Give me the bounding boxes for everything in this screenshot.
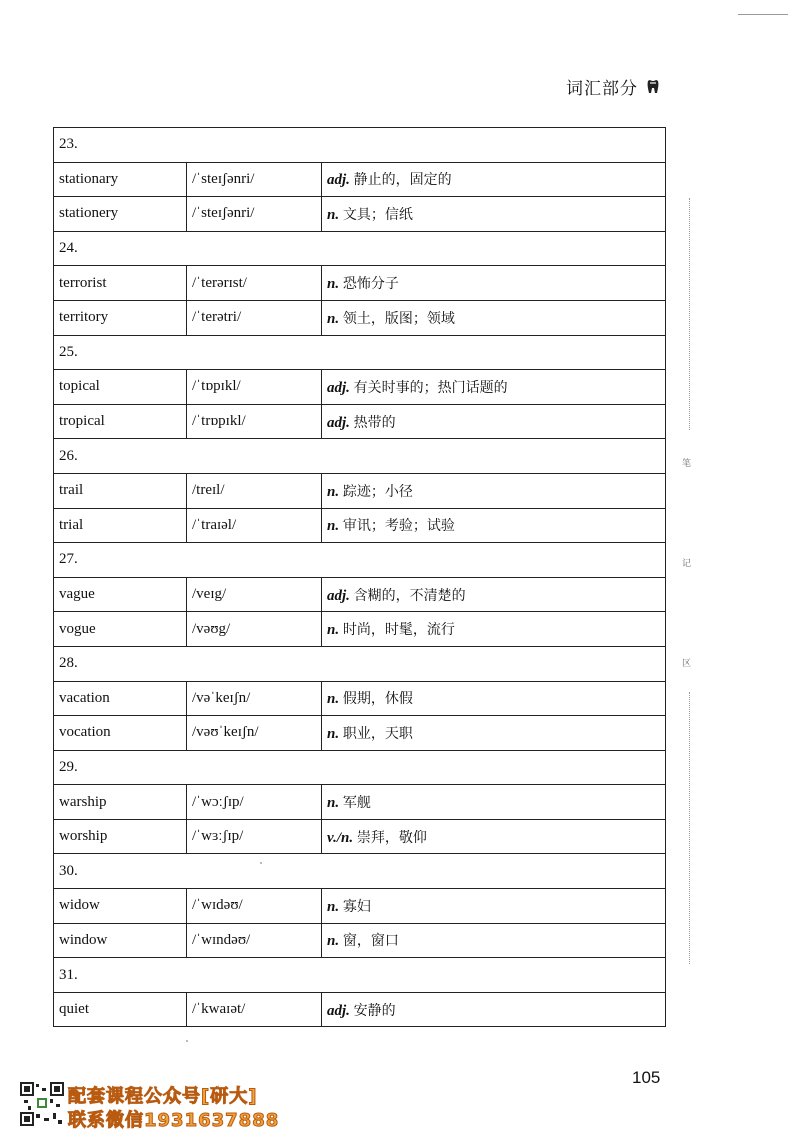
chinese-meaning: 审讯；考验；试验	[342, 518, 455, 535]
part-of-speech: n.	[327, 276, 340, 293]
vocab-row	[54, 612, 666, 647]
chinese-meaning: 热带的	[353, 414, 396, 431]
vocab-phonetic: /ˈterərɪst/	[187, 266, 322, 301]
chinese-meaning: 职业，天职	[342, 725, 413, 742]
vocab-row	[54, 819, 666, 854]
vocab-phonetic: /vəʊˈkeɪʃn/	[187, 716, 322, 751]
part-of-speech: n.	[327, 691, 340, 708]
part-of-speech: adj.	[327, 1002, 350, 1019]
vocab-phonetic: /ˈsteɪʃənri/	[187, 197, 322, 232]
chinese-meaning: 文具；信纸	[342, 206, 413, 223]
vocab-definition	[322, 577, 666, 612]
chinese-meaning: 窗，窗口	[342, 933, 399, 950]
chinese-meaning: 领土，版图；领域	[342, 310, 455, 327]
vocab-row	[54, 785, 666, 820]
vocab-definition	[322, 197, 666, 232]
vocab-word: trial	[54, 508, 187, 543]
vocab-word: vogue	[54, 612, 187, 647]
group-number: 24.	[54, 231, 666, 266]
part-of-speech: n.	[327, 483, 340, 500]
side-note-char: 记	[682, 559, 692, 569]
chinese-meaning: 含糊的，不清楚的	[353, 587, 466, 604]
vocab-row	[54, 681, 666, 716]
chinese-meaning: 踪迹；小径	[342, 483, 413, 500]
part-of-speech: n.	[327, 933, 340, 950]
vocab-row	[54, 577, 666, 612]
vocab-word: stationary	[54, 162, 187, 197]
part-of-speech: v./n.	[327, 829, 354, 846]
scan-speck	[260, 862, 262, 864]
chinese-meaning: 崇拜，敬仰	[356, 829, 427, 846]
vocab-definition	[322, 370, 666, 405]
vocab-word: terrorist	[54, 266, 187, 301]
vocab-phonetic: /ˈtraɪəl/	[187, 508, 322, 543]
vocab-row	[54, 992, 666, 1027]
vocabulary-table	[53, 127, 666, 1027]
chinese-meaning: 恐怖分子	[342, 276, 399, 293]
page-number: 105	[632, 1068, 661, 1087]
vocab-row	[54, 889, 666, 924]
group-number-row	[54, 335, 666, 370]
vocab-definition	[322, 992, 666, 1027]
group-number: 31.	[54, 958, 666, 993]
promo-line-2: 联系微信1931637888	[68, 1110, 280, 1131]
group-number: 25.	[54, 335, 666, 370]
vocab-phonetic: /ˈtɒpɪkl/	[187, 370, 322, 405]
chinese-meaning: 军舰	[342, 795, 371, 812]
chinese-meaning: 静止的，固定的	[353, 172, 452, 189]
part-of-speech: adj.	[327, 587, 350, 604]
vocab-phonetic: /treɪl/	[187, 473, 322, 508]
part-of-speech: n.	[327, 795, 340, 812]
part-of-speech: n.	[327, 725, 340, 742]
part-of-speech: n.	[327, 206, 340, 223]
scan-speck	[186, 1040, 188, 1042]
group-number-row	[54, 750, 666, 785]
margin-dotted-line-upper	[689, 198, 691, 430]
group-number-row	[54, 439, 666, 474]
group-number-row	[54, 543, 666, 578]
part-of-speech: adj.	[327, 414, 350, 431]
vocab-row	[54, 197, 666, 232]
vocab-row	[54, 162, 666, 197]
vocab-definition	[322, 889, 666, 924]
vocab-phonetic: /vəʊg/	[187, 612, 322, 647]
chinese-meaning: 假期，休假	[342, 691, 413, 708]
group-number-row	[54, 128, 666, 163]
top-rule	[738, 14, 788, 15]
vocab-phonetic: /ˈwɪdəʊ/	[187, 889, 322, 924]
group-number: 29.	[54, 750, 666, 785]
vocab-definition	[322, 612, 666, 647]
vocab-row	[54, 508, 666, 543]
group-number: 26.	[54, 439, 666, 474]
vocab-phonetic: /vəˈkeɪʃn/	[187, 681, 322, 716]
vocab-word: vocation	[54, 716, 187, 751]
vocab-word: worship	[54, 819, 187, 854]
vocab-row	[54, 404, 666, 439]
group-number-row	[54, 646, 666, 681]
group-number: 30.	[54, 854, 666, 889]
vocab-definition	[322, 819, 666, 854]
vocab-word: vague	[54, 577, 187, 612]
vocab-word: warship	[54, 785, 187, 820]
margin-dotted-line-lower	[689, 692, 691, 964]
page-header	[566, 74, 660, 99]
vocab-definition	[322, 162, 666, 197]
qr-code-icon	[20, 1082, 64, 1126]
part-of-speech: adj.	[327, 172, 350, 189]
vocab-phonetic: /veɪg/	[187, 577, 322, 612]
section-title: 词汇部分	[566, 79, 638, 99]
vocabulary-table-body	[54, 128, 666, 1027]
vocab-word: vacation	[54, 681, 187, 716]
part-of-speech: n.	[327, 310, 340, 327]
vocab-definition	[322, 923, 666, 958]
vocab-phonetic: /ˈsteɪʃənri/	[187, 162, 322, 197]
group-number: 23.	[54, 128, 666, 163]
vocab-definition	[322, 404, 666, 439]
part-of-speech: adj.	[327, 379, 350, 396]
vocab-definition	[322, 785, 666, 820]
vocab-phonetic: /ˈwɪndəʊ/	[187, 923, 322, 958]
group-number: 28.	[54, 646, 666, 681]
vocab-phonetic: /ˈwɜːʃɪp/	[187, 819, 322, 854]
vocab-row	[54, 473, 666, 508]
chinese-meaning: 有关时事的；热门话题的	[353, 379, 508, 396]
vocab-phonetic: /ˈkwaɪət/	[187, 992, 322, 1027]
vocab-phonetic: /ˈwɔːʃɪp/	[187, 785, 322, 820]
vocab-definition	[322, 473, 666, 508]
group-number-row	[54, 958, 666, 993]
vocab-row	[54, 266, 666, 301]
tooth-icon	[646, 79, 660, 95]
vocab-word: territory	[54, 300, 187, 335]
vocab-word: stationery	[54, 197, 187, 232]
chinese-meaning: 安静的	[353, 1002, 396, 1019]
chinese-meaning: 寡妇	[342, 898, 371, 915]
vocab-definition	[322, 300, 666, 335]
vocab-definition	[322, 266, 666, 301]
group-number-row	[54, 231, 666, 266]
vocab-definition	[322, 508, 666, 543]
part-of-speech: n.	[327, 898, 340, 915]
vocab-word: window	[54, 923, 187, 958]
vocab-row	[54, 923, 666, 958]
vocab-definition	[322, 716, 666, 751]
vocab-word: trail	[54, 473, 187, 508]
vocab-row	[54, 370, 666, 405]
side-note-char: 区	[682, 659, 692, 669]
promo-line-1: 配套课程公众号[研大]	[68, 1086, 258, 1107]
vocab-definition	[322, 681, 666, 716]
vocab-word: quiet	[54, 992, 187, 1027]
group-number-row	[54, 854, 666, 889]
chinese-meaning: 时尚，时髦，流行	[342, 622, 455, 639]
vocab-word: topical	[54, 370, 187, 405]
group-number: 27.	[54, 543, 666, 578]
side-note-char: 笔	[682, 459, 692, 469]
vocab-row	[54, 716, 666, 751]
part-of-speech: n.	[327, 518, 340, 535]
vocab-word: tropical	[54, 404, 187, 439]
vocab-phonetic: /ˈtrɒpɪkl/	[187, 404, 322, 439]
vocab-phonetic: /ˈterətri/	[187, 300, 322, 335]
vocab-row	[54, 300, 666, 335]
vocab-word: widow	[54, 889, 187, 924]
part-of-speech: n.	[327, 622, 340, 639]
